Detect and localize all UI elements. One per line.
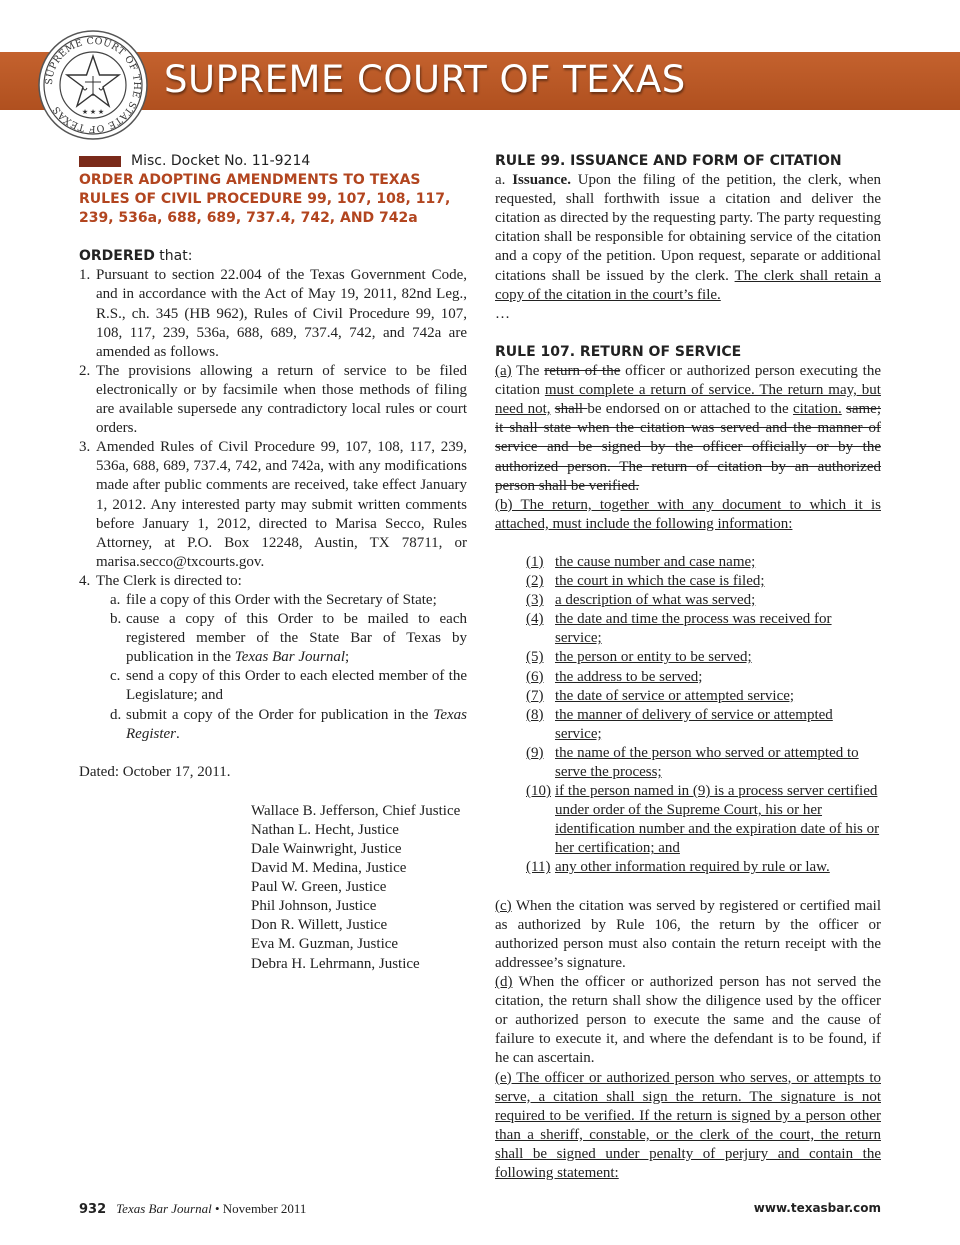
sub-item-letter: b.	[110, 611, 122, 628]
right-column	[495, 152, 881, 1183]
list-item	[526, 858, 881, 877]
enum-text: if the person named in (9) is a process server certified under order of the Supreme Court, his or her identification number and the expiration date of his or her certification; and	[555, 783, 880, 857]
enum-number: (1)	[526, 553, 544, 570]
enum-text: any other information required by rule or law.	[555, 859, 830, 876]
enum-number: (8)	[526, 706, 544, 723]
list-item	[526, 553, 881, 572]
list-item	[526, 782, 881, 858]
sub-item	[110, 610, 467, 667]
sub-item-text: file a copy of this Order with the Secretary of State;	[126, 591, 437, 608]
svg-text:★ ★ ★: ★ ★ ★	[81, 108, 105, 116]
enum-text: the date and time the process was received for service;	[555, 611, 832, 647]
court-seal-icon	[38, 30, 148, 140]
enum-number: (9)	[526, 744, 544, 761]
list-item	[526, 610, 881, 648]
rule-107-heading: RULE 107. RETURN OF SERVICE	[495, 343, 742, 360]
docket-bar	[79, 156, 121, 167]
enum-number: (4)	[526, 611, 544, 628]
list-item	[526, 648, 881, 667]
enum-number: (6)	[526, 668, 544, 685]
justice-name: Phil Johnson, Justice	[251, 898, 377, 915]
enum-text: the address to be served;	[555, 668, 703, 685]
ellipsis: …	[495, 305, 510, 322]
enum-text: the date of service or attempted service;	[555, 687, 795, 704]
paragraph-label: a.	[495, 172, 513, 189]
sub-item-text: send a copy of this Order to each elected member of the Legislature; and	[126, 668, 467, 704]
item-text: The provisions allowing a return of service to be filed electronically or by facsimile when those methods of filing are available supersede any contradictory local rules or court orders.	[96, 362, 467, 437]
footer-separator: •	[211, 1201, 223, 1216]
justices-list	[251, 802, 467, 974]
enum-number: (7)	[526, 687, 544, 704]
enum-text: the name of the person who served or attempted to serve the process;	[555, 744, 859, 780]
paragraph-text: When the officer or authorized person has not served the citation, the return shall show the diligence used by the officer or authorized person to execute the same and the cause of failure to execute it, and where the defendant is to be found, if he can ascertain.	[495, 974, 881, 1067]
sub-item-letter: c.	[110, 668, 121, 685]
added-text: citation.	[792, 401, 842, 418]
enum-text: the court in which the case is filed;	[555, 573, 765, 590]
justice-name: Don R. Willett, Justice	[251, 917, 388, 934]
paragraph-bold: Issuance.	[512, 172, 571, 189]
journal-name: Texas Bar Journal	[116, 1201, 212, 1216]
rule-107-d	[495, 973, 881, 1068]
added-text: (c)	[495, 897, 512, 914]
enum-number: (5)	[526, 649, 544, 666]
sub-item-post: ;	[345, 649, 350, 666]
return-info-list	[526, 553, 881, 878]
justice-name: Dale Wainwright, Justice	[251, 841, 402, 857]
dated-line: Dated: October 17, 2011.	[79, 763, 231, 780]
enum-text: the cause number and case name;	[555, 553, 756, 570]
docket-number: Misc. Docket No. 11-9214	[131, 152, 311, 169]
deleted-text: return of the	[544, 363, 621, 380]
enum-text: the manner of delivery of service or attempted service;	[555, 706, 833, 742]
rule-107-b: (b) The return, together with any document to which it is attached, must include the following information:	[495, 496, 881, 532]
sub-item-letter: a.	[110, 591, 121, 608]
list-item	[526, 668, 881, 687]
justice-name: Wallace B. Jefferson, Chief Justice	[251, 802, 461, 819]
rule-107-c	[495, 897, 881, 973]
order-title: ORDER ADOPTING AMENDMENTS TO TEXAS RULES OF CIVIL PROCEDURE 99, 107, 108, 117, 239, 536a, 688, 689, 737.4, 742, AND 742a	[79, 172, 451, 227]
justice-name: Eva M. Guzman, Justice	[251, 936, 399, 953]
added-text: The clerk shall retain a copy of the citation in the court’s file.	[495, 267, 881, 303]
list-item	[526, 572, 881, 591]
enum-number: (2)	[526, 573, 544, 590]
svg-text:SUPREME COURT OF THE STATE OF: SUPREME COURT OF THE STATE OF TEXAS	[43, 35, 143, 135]
sub-item-pre: cause a copy of this Order to be mailed to each registered member of the State Bar of Texas by publication in the	[126, 611, 467, 666]
enum-number: (10)	[526, 783, 551, 800]
rule-107-a	[495, 362, 881, 496]
list-item	[79, 572, 467, 591]
added-text: must complete a return of service. The return may, but need not,	[495, 382, 881, 418]
item-text: The Clerk is directed to:	[96, 572, 242, 589]
sub-item-letter: d.	[110, 706, 122, 723]
justice-name: David M. Medina, Justice	[251, 860, 407, 877]
added-text: (a)	[495, 363, 512, 380]
paragraph-text: When the citation was served by registered or certified mail as authorized by Rule 106, the return by the officer or authorized person must also contain the return receipt with the addressee’s signature.	[495, 897, 881, 971]
justice-name: Debra H. Lehrmann, Justice	[251, 955, 420, 972]
rule-99-heading: RULE 99. ISSUANCE AND FORM OF CITATION	[495, 153, 842, 169]
ordered-bold: ORDERED	[79, 248, 155, 265]
docket-line	[79, 152, 467, 171]
ordered-rest: that:	[154, 248, 193, 265]
enum-text: a description of what was served;	[555, 592, 756, 609]
list-item	[79, 362, 467, 438]
list-item	[526, 687, 881, 706]
list-item	[526, 591, 881, 610]
footer-url[interactable]: www.texasbar.com	[753, 1201, 881, 1215]
journal-title: Texas Bar Journal	[234, 649, 346, 666]
added-text: (d)	[495, 974, 513, 991]
list-item	[526, 706, 881, 744]
sub-item	[110, 706, 467, 744]
footer-left	[79, 1201, 306, 1217]
paragraph-text: be endorsed on or attached to the	[587, 401, 793, 418]
deleted-text: same; it shall state when the citation was served and the manner of service and be signed by the officer officially or by the authorized person. The return of citation by an authorized person shall be verified.	[495, 401, 881, 494]
enum-number: (3)	[526, 592, 544, 609]
issue-date: November 2011	[222, 1201, 307, 1216]
ordered-line	[79, 247, 467, 266]
enum-number: (11)	[526, 859, 551, 876]
register-title: Texas Register	[126, 706, 467, 742]
sub-item-text	[126, 610, 467, 667]
enum-text: the person or entity to be served;	[555, 649, 752, 666]
sub-item-text	[126, 706, 467, 744]
item-text: Amended Rules of Civil Procedure 99, 107, 108, 117, 239, 536a, 688, 689, 737.4, 742, and 742a, with any modifications made after public comments are received, take effect January 1, 2012. Any interested party may submit written comments before January 1, 2012, directed to Marisa Secco, Rules Attorney, at P.O. Box 12248, Austin, TX 78711, or marisa.secco@txcourts.gov.	[96, 439, 467, 570]
item-number: 3.	[79, 439, 91, 456]
item-number: 2.	[79, 362, 91, 379]
justice-name: Nathan L. Hecht, Justice	[251, 821, 399, 838]
item-number: 1.	[79, 267, 91, 284]
paragraph-text: Upon the filing of the petition, the clerk, when requested, shall forthwith issue a citation and deliver the citation as directed by the requesting party. The party requesting citation shall be responsible for obtaining service of the citation and a copy of the petition. Upon request, separate or additional citations shall be issued by the clerk.	[495, 172, 881, 284]
paragraph-text: The	[511, 363, 545, 380]
sub-item-pre: submit a copy of the Order for publication in the	[126, 706, 434, 723]
item-text: Pursuant to section 22.004 of the Texas Government Code, and in accordance with the Act of May 19, 2011, 82nd Leg., R.S., ch. 345 (HB 962), Rules of Civil Procedure 99, 107, 108, 117, 239, 536a, 688, 689, 737.4, 742, and 742a are amended as follows.	[96, 267, 467, 360]
page-number: 932	[79, 1202, 107, 1217]
paragraph-text: officer or authorized person executing the citation	[495, 363, 881, 399]
list-item	[526, 744, 881, 782]
list-item	[79, 438, 467, 572]
item-number: 4.	[79, 572, 91, 589]
sub-item	[110, 667, 467, 705]
sub-item-post: .	[176, 725, 180, 742]
list-item	[79, 266, 467, 361]
justice-name: Paul W. Green, Justice	[251, 879, 387, 896]
left-column	[79, 152, 467, 974]
order-list	[79, 266, 467, 743]
deleted-text: shall	[554, 401, 588, 418]
rule-99-paragraph	[495, 171, 881, 305]
page-title: SUPREME COURT OF TEXAS	[164, 58, 686, 101]
sub-item	[110, 591, 467, 610]
rule-107-e: (e) The officer or authorized person who serves, or attempts to serve, a citation shall sign the return. The signature is not required to be verified. If the return is signed by a person other than a sheriff, constable, or the clerk of the court, the return shall be signed under penalty of perjury and contain the following statement:	[495, 1069, 881, 1181]
